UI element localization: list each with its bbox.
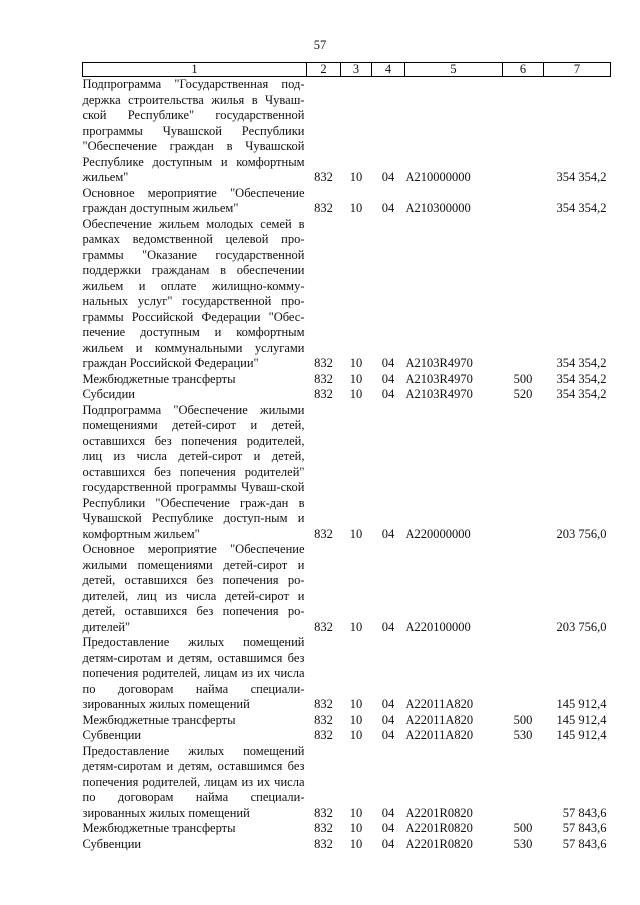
- ministry-code: 832: [314, 712, 333, 727]
- subsection-code: 04: [381, 836, 395, 851]
- subsection-code: 04: [381, 371, 395, 386]
- ministry-code: 832: [314, 387, 333, 401]
- section-code: 10: [349, 805, 363, 820]
- ministry-code: 832: [314, 836, 333, 851]
- column-header: 1: [83, 63, 307, 77]
- section-code: 10: [349, 697, 363, 711]
- subsection-code: 04: [381, 526, 395, 541]
- subsection-code: 04: [381, 619, 395, 634]
- expense-type-code: 530: [513, 728, 533, 742]
- expense-type-code: 520: [513, 387, 533, 401]
- amount: 145 912,4: [556, 697, 607, 711]
- target-article-code: A22011A820: [405, 712, 474, 727]
- section-code: 10: [349, 526, 363, 541]
- section-code: 10: [349, 728, 363, 742]
- table-row: [83, 744, 611, 822]
- section-code: 10: [349, 371, 363, 386]
- table-row: [83, 821, 611, 837]
- target-article-code: A2103R4970: [405, 371, 473, 386]
- section-code: 10: [349, 170, 363, 184]
- table-row: [83, 728, 611, 744]
- target-article-code: A210000000: [405, 170, 471, 184]
- row-name: Основное мероприятие "Обеспечение жилыми помещениями детей-сирот и детей, оставшихся без попечения ро-дителей, лиц из числа детей-сирот и детей, оставшихся без попечения ро-дителей": [82, 542, 305, 634]
- amount: 354 354,2: [556, 371, 607, 386]
- expense-type-code: [503, 403, 544, 543]
- ministry-code: 832: [314, 821, 333, 835]
- expense-type-code: [503, 635, 544, 713]
- expense-type-code: [503, 77, 544, 186]
- target-article-code: A2201R0820: [405, 805, 473, 820]
- expense-type-code: [503, 744, 544, 822]
- section-code: 10: [349, 201, 363, 215]
- row-name: Подпрограмма "Государственная под-держка строительства жилья в Чуваш-ской Республике" государственной программы Чувашской Республики "Обеспечение граждан в Чувашской Республике доступным и комфортным жильем": [82, 77, 305, 184]
- target-article-code: A2201R0820: [405, 836, 473, 851]
- column-header: 2: [307, 63, 341, 77]
- expense-type-code: 530: [513, 836, 533, 851]
- amount: 57 843,6: [562, 836, 607, 851]
- table-row: [83, 217, 611, 372]
- ministry-code: 832: [314, 170, 333, 184]
- subsection-code: 04: [381, 170, 395, 184]
- target-article-code: A22011A820: [405, 697, 474, 711]
- subsection-code: 04: [381, 201, 395, 215]
- expense-type-code: 500: [513, 821, 533, 835]
- table-row: [83, 77, 611, 186]
- budget-table: [82, 62, 611, 852]
- subsection-code: 04: [381, 821, 395, 835]
- table-row: [83, 837, 611, 853]
- row-name: Субсидии: [82, 387, 135, 401]
- page-number: 57: [313, 38, 327, 52]
- amount: 57 843,6: [562, 821, 607, 835]
- column-header: 3: [341, 63, 372, 77]
- ministry-code: 832: [314, 619, 333, 634]
- table-row: [83, 713, 611, 729]
- row-name: Основное мероприятие "Обеспечение граждан доступным жильем": [82, 185, 305, 215]
- column-header: 4: [372, 63, 405, 77]
- row-name: Межбюджетные трансферты: [82, 712, 236, 727]
- column-header: 7: [544, 63, 611, 77]
- expense-type-code: [503, 217, 544, 372]
- section-code: 10: [349, 821, 363, 835]
- table-header-row: [83, 63, 611, 77]
- row-name: Субвенции: [82, 836, 142, 851]
- table-row: [83, 186, 611, 217]
- section-code: 10: [349, 387, 363, 401]
- subsection-code: 04: [381, 387, 395, 401]
- section-code: 10: [349, 356, 363, 370]
- section-code: 10: [349, 619, 363, 634]
- row-name: Предоставление жилых помещений детям-сиротам и детям, оставшимся без попечения родителей, лицам из их числа по договорам найма специали-зированных жилых помещений: [82, 743, 305, 820]
- subsection-code: 04: [381, 356, 395, 370]
- amount: 354 354,2: [556, 356, 607, 370]
- row-name: Межбюджетные трансферты: [82, 371, 236, 386]
- section-code: 10: [349, 712, 363, 727]
- column-header: 5: [405, 63, 503, 77]
- row-name: Предоставление жилых помещений детям-сиротам и детям, оставшимся без попечения родителей, лицам из их числа по договорам найма специали-зированных жилых помещений: [82, 635, 305, 711]
- subsection-code: 04: [381, 805, 395, 820]
- expense-type-code: [503, 186, 544, 217]
- target-article-code: A220100000: [405, 619, 471, 634]
- expense-type-code: [503, 542, 544, 635]
- amount: 354 354,2: [556, 170, 607, 184]
- amount: 145 912,4: [556, 712, 607, 727]
- amount: 203 756,0: [556, 526, 607, 541]
- subsection-code: 04: [381, 712, 395, 727]
- row-name: Субвенции: [82, 728, 142, 742]
- row-name: Подпрограмма "Обеспечение жилыми помещениями детей-сирот и детей, оставшихся без попечения родителей, лиц из числа детей-сирот и детей, оставшихся без попечения родителей" государственной программы Чуваш-ской Республики "Обеспечение граж-дан в Чувашской Республике доступ-ным и комфортным жильем": [82, 402, 305, 541]
- section-code: 10: [349, 836, 363, 851]
- ministry-code: 832: [314, 371, 333, 386]
- ministry-code: 832: [314, 805, 333, 820]
- target-article-code: A220000000: [405, 526, 471, 541]
- table-row: [83, 542, 611, 635]
- subsection-code: 04: [381, 697, 395, 711]
- amount: 354 354,2: [556, 201, 607, 215]
- row-name: Межбюджетные трансферты: [82, 821, 236, 835]
- ministry-code: 832: [314, 526, 333, 541]
- ministry-code: 832: [314, 697, 333, 711]
- ministry-code: 832: [314, 728, 333, 742]
- column-header: 6: [503, 63, 544, 77]
- amount: 57 843,6: [562, 805, 607, 820]
- table-row: [83, 403, 611, 543]
- table-row: [83, 635, 611, 713]
- expense-type-code: 500: [513, 712, 533, 727]
- target-article-code: A22011A820: [405, 728, 474, 742]
- table-row: [83, 372, 611, 388]
- amount: 203 756,0: [556, 619, 607, 634]
- amount: 145 912,4: [556, 728, 607, 742]
- target-article-code: A2103R4970: [405, 356, 473, 370]
- table-row: [83, 387, 611, 403]
- ministry-code: 832: [314, 356, 333, 370]
- target-article-code: A210300000: [405, 201, 471, 215]
- subsection-code: 04: [381, 728, 395, 742]
- row-name: Обеспечение жильем молодых семей в рамках ведомственной целевой про-граммы "Оказание государственной поддержки гражданам в обеспечении жильем и оплате жилищно-комму-нальных услуг" государственной про-граммы Российской Федерации "Обес-печение доступным и комфортным жильем и коммунальными услугами граждан Российской Федерации": [82, 216, 305, 370]
- target-article-code: A2201R0820: [405, 821, 473, 835]
- target-article-code: A2103R4970: [405, 387, 473, 401]
- ministry-code: 832: [314, 201, 333, 215]
- expense-type-code: 500: [513, 371, 533, 386]
- amount: 354 354,2: [556, 387, 607, 401]
